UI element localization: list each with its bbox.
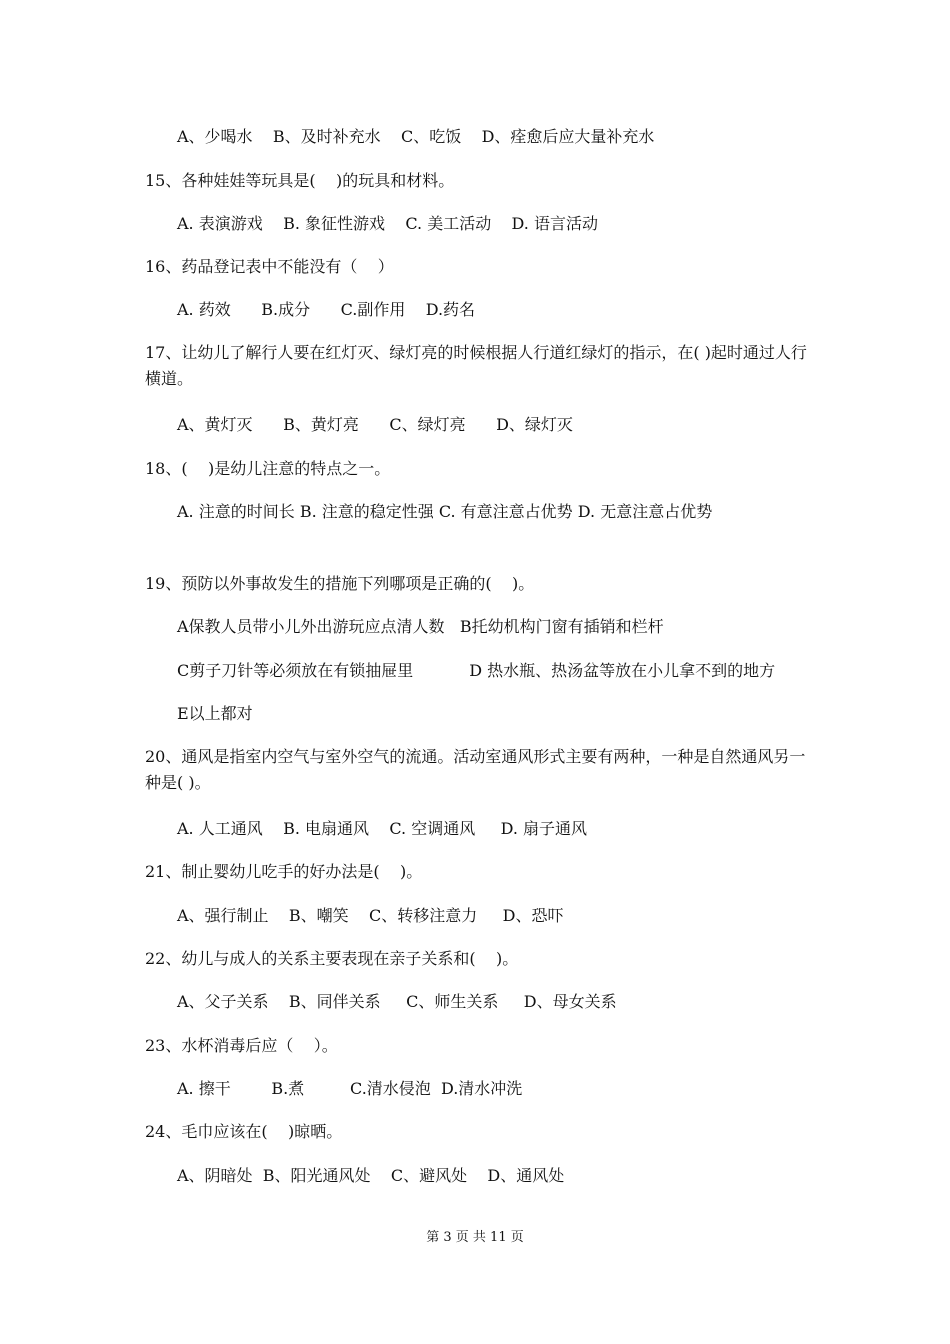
q16-options: A. 药效 B.成分 C.副作用 D.药名 (177, 300, 476, 319)
q21-question: 21、制止婴幼儿吃手的好办法是( )。 (145, 862, 423, 881)
q17-options: A、黄灯灭 B、黄灯亮 C、绿灯亮 D、绿灯灭 (177, 415, 573, 434)
q24-options: A、阴暗处 B、阳光通风处 C、避风处 D、通风处 (177, 1166, 565, 1185)
q18-options: A. 注意的时间长 B. 注意的稳定性强 C. 有意注意占优势 D. 无意注意占优势 (177, 502, 713, 521)
q21-options: A、强行制止 B、嘲笑 C、转移注意力 D、恐吓 (177, 906, 564, 925)
q22-options: A、父子关系 B、同伴关系 C、师生关系 D、母女关系 (177, 992, 617, 1011)
q24-question: 24、毛巾应该在( )晾晒。 (145, 1122, 343, 1141)
q23-options: A. 擦干 B.煮 C.清水侵泡 D.清水冲洗 (177, 1079, 523, 1098)
q20-options: A. 人工通风 B. 电扇通风 C. 空调通风 D. 扇子通风 (177, 819, 588, 838)
q16-question: 16、药品登记表中不能没有（ ） (145, 257, 394, 276)
q22-question: 22、幼儿与成人的关系主要表现在亲子关系和( )。 (145, 949, 519, 968)
q15-question: 15、各种娃娃等玩具是( )的玩具和材料。 (145, 171, 455, 190)
q17-question: 17、让幼儿了解行人要在红灯灭、绿灯亮的时候根据人行道红绿灯的指示，在( )起时通过人行横道。 (145, 343, 807, 388)
q19-question: 19、预防以外事故发生的措施下列哪项是正确的( )。 (145, 574, 535, 593)
q20-question: 20、通风是指室内空气与室外空气的流通。活动室通风形式主要有两种，一种是自然通风另一种是( )。 (145, 747, 806, 792)
q15-options: A. 表演游戏 B. 象征性游戏 C. 美工活动 D. 语言活动 (177, 214, 598, 233)
q14-options: A、少喝水 B、及时补充水 C、吃饭 D、痊愈后应大量补充水 (177, 127, 655, 146)
q19-options-cd: C剪子刀针等必须放在有锁抽屉里 D 热水瓶、热汤盆等放在小儿拿不到的地方 (177, 661, 776, 680)
q18-question: 18、( )是幼儿注意的特点之一。 (145, 459, 391, 478)
page-footer: 第 3 页 共 11 页 (426, 1230, 524, 1245)
q19-option-e: E以上都对 (177, 704, 253, 723)
q23-question: 23、水杯消毒后应（ ）。 (145, 1036, 338, 1055)
q19-options-ab: A保教人员带小儿外出游玩应点清人数 B托幼机构门窗有插销和栏杆 (177, 617, 664, 636)
